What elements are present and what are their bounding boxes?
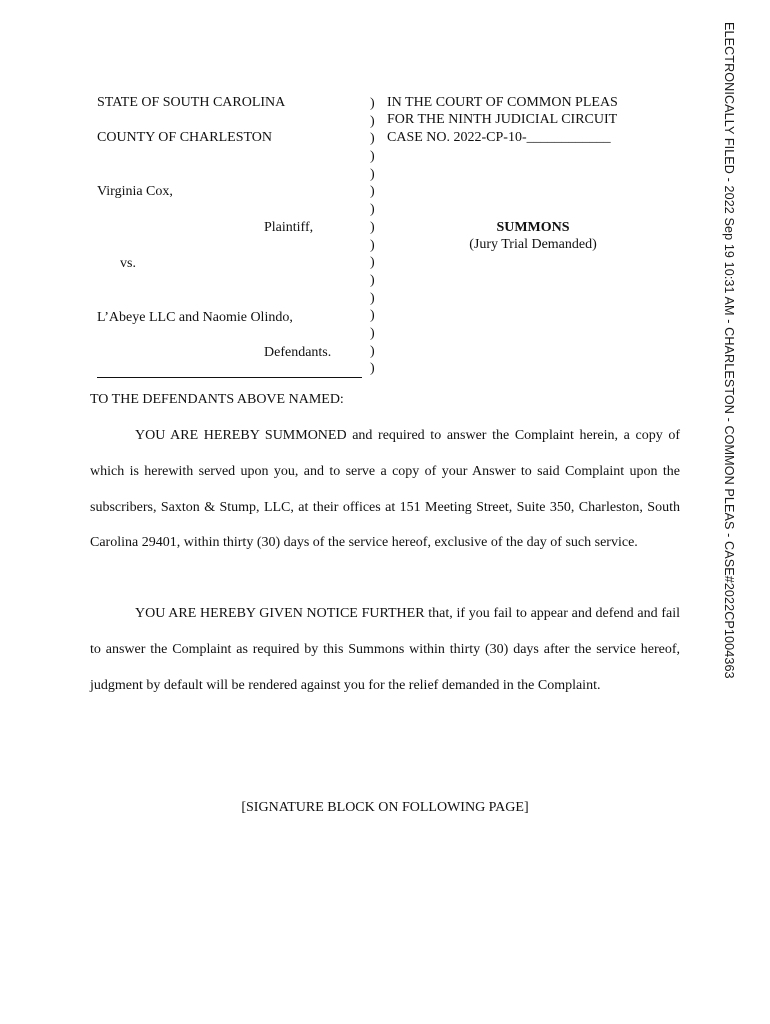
defendant-role: Defendants. (264, 345, 332, 360)
state-heading: STATE OF SOUTH CAROLINA (97, 95, 286, 110)
plaintiff-role: Plaintiff, (264, 220, 314, 235)
caption-paren: ) (370, 202, 375, 218)
caption-paren: ) (370, 219, 375, 235)
caption-divider-line (97, 377, 362, 378)
caption-paren: ) (370, 343, 375, 359)
caption-paren: ) (370, 361, 375, 377)
court-name-line-1: IN THE COURT OF COMMON PLEAS (387, 95, 618, 110)
signature-block-note: [SIGNATURE BLOCK ON FOLLOWING PAGE] (241, 800, 529, 815)
caption-paren: ) (370, 290, 375, 306)
caption-paren: ) (370, 325, 375, 341)
summons-paragraph: YOU ARE HEREBY SUMMONED and required to answer the Complaint herein, a copy of which is herewith served upon you, and to serve a copy of your Answer to said Complaint upon the subscribers, Saxton & Stump, LLC, at their offices at 151 Meeting Street, Suite 350, Charleston, South Carolina 29401, within thirty (30) days of the service hereof, exclusive of the day of such service. (90, 428, 680, 551)
caption-paren: ) (370, 272, 375, 288)
caption-paren: ) (370, 96, 375, 111)
defendant-names: L’Abeye LLC and Naomie Olindo, (97, 310, 293, 325)
electronic-filing-stamp: ELECTRONICALLY FILED - 2022 Sep 19 10:31 AM - CHARLESTON - COMMON PLEAS - CASE#2022CP1004363 (722, 22, 736, 679)
document-subtitle: (Jury Trial Demanded) (469, 237, 597, 252)
county-heading: COUNTY OF CHARLESTON (97, 130, 273, 145)
caption-paren: ) (370, 149, 375, 165)
caption-paren: ) (370, 184, 375, 200)
court-name-line-2: FOR THE NINTH JUDICIAL CIRCUIT (387, 112, 618, 127)
caption-paren: ) (370, 113, 375, 129)
versus-label: vs. (120, 256, 136, 271)
addressee-line: TO THE DEFENDANTS ABOVE NAMED: (90, 392, 344, 407)
caption-parenthesis-column (370, 95, 375, 378)
case-number: CASE NO. 2022-CP-10-____________ (387, 130, 611, 145)
notice-paragraph: YOU ARE HEREBY GIVEN NOTICE FURTHER that, if you fail to appear and defend and fail to answer the Complaint as required by this Summons within thirty (30) days after the service hereof, judgment by default will be rendered against you for the relief demanded in the Complaint. (90, 606, 680, 693)
document-title: SUMMONS (496, 220, 570, 235)
caption-paren: ) (370, 166, 375, 182)
caption-paren: ) (370, 308, 375, 324)
plaintiff-name: Virginia Cox, (97, 184, 173, 199)
caption-paren: ) (370, 237, 375, 253)
caption-paren: ) (370, 131, 375, 147)
caption-paren: ) (370, 255, 375, 271)
